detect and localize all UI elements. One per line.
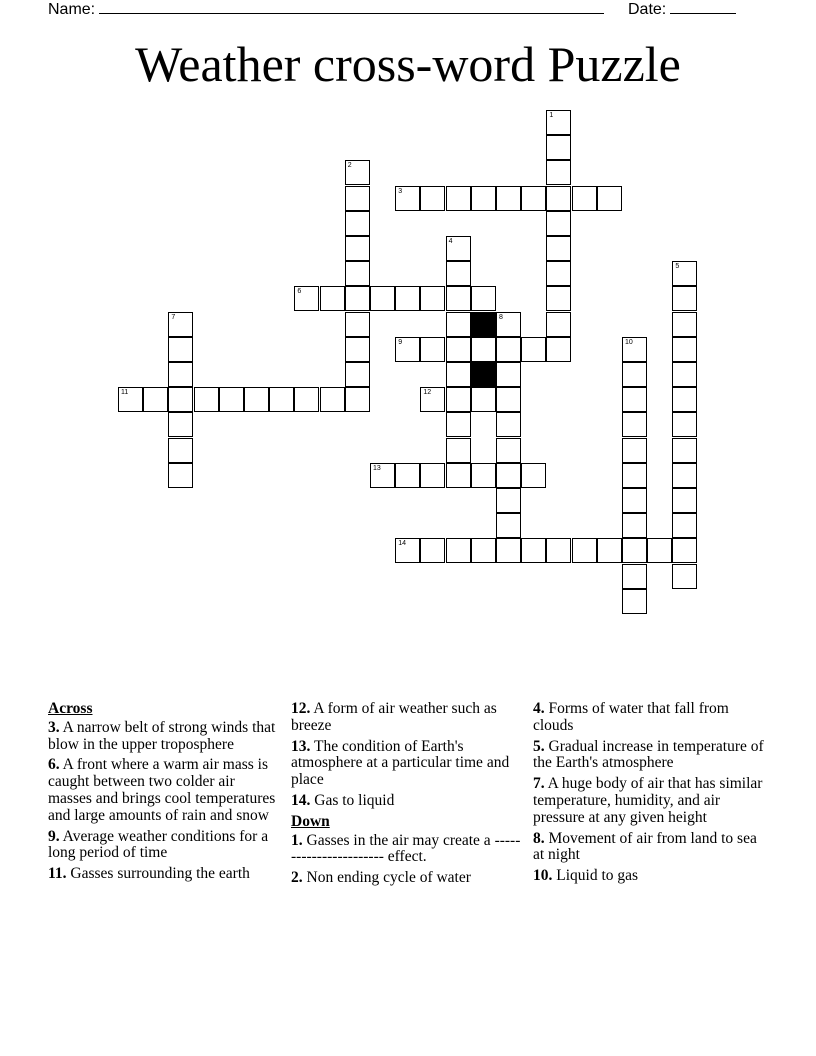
clue-down-2 xyxy=(291,870,523,887)
grid-cell[interactable] xyxy=(446,438,471,463)
clue-number: 10. xyxy=(533,867,553,885)
grid-cell[interactable] xyxy=(546,312,571,337)
clue-number-label: 8 xyxy=(499,313,503,321)
grid-cell[interactable] xyxy=(496,513,521,538)
grid-cell[interactable] xyxy=(521,186,546,211)
clue-down-1 xyxy=(291,833,523,867)
name-label: Name: xyxy=(48,1,96,18)
grid-cell[interactable] xyxy=(597,538,622,563)
grid-cell[interactable] xyxy=(672,538,697,563)
grid-cell[interactable] xyxy=(647,538,672,563)
clue-down-8 xyxy=(533,831,765,865)
clue-across-9 xyxy=(48,829,280,863)
grid-cell[interactable] xyxy=(168,438,193,463)
grid-cell[interactable] xyxy=(546,261,571,286)
clue-number: 6. xyxy=(48,756,60,774)
grid-cell[interactable] xyxy=(168,362,193,387)
grid-cell[interactable] xyxy=(345,312,370,337)
clue-number-label: 9 xyxy=(398,338,403,346)
grid-cell[interactable] xyxy=(622,438,647,463)
grid-cell[interactable] xyxy=(446,236,471,261)
clue-across-12 xyxy=(291,701,523,735)
grid-cell[interactable] xyxy=(446,387,471,412)
clue-number-label: 5 xyxy=(675,263,680,271)
grid-cell[interactable] xyxy=(496,438,521,463)
grid-cell[interactable] xyxy=(420,286,445,311)
grid-cell[interactable] xyxy=(168,412,193,437)
grid-cell[interactable] xyxy=(345,337,370,362)
grid-cell[interactable] xyxy=(622,387,647,412)
clue-text: The condition of Earth's atmosphere at a particular time and place xyxy=(291,737,510,789)
clue-number-label: 4 xyxy=(448,238,453,245)
clues-column-1 xyxy=(48,701,280,887)
grid-cell[interactable] xyxy=(471,463,496,488)
clue-number-label: 3 xyxy=(398,187,403,195)
grid-cell[interactable] xyxy=(521,337,546,362)
clue-number: 4. xyxy=(533,700,545,717)
clue-text: Gasses surrounding the earth xyxy=(70,865,250,883)
grid-cell[interactable] xyxy=(471,186,496,211)
grid-cell[interactable] xyxy=(672,362,697,387)
grid-cell[interactable] xyxy=(420,387,445,412)
clue-across-11 xyxy=(48,866,280,883)
clues-column-3 xyxy=(533,701,765,889)
grid-cell[interactable] xyxy=(420,538,445,563)
clue-number-label: 10 xyxy=(625,338,633,346)
grid-cell[interactable] xyxy=(446,463,471,488)
grid-cell[interactable] xyxy=(496,538,521,563)
grid-cell[interactable] xyxy=(168,463,193,488)
grid-cell[interactable] xyxy=(622,362,647,387)
grid-cell[interactable] xyxy=(446,312,471,337)
clue-number: 9. xyxy=(48,827,60,845)
grid-cell[interactable] xyxy=(672,337,697,362)
across-heading: Across xyxy=(48,700,93,717)
grid-cell[interactable] xyxy=(345,160,370,185)
grid-cell[interactable] xyxy=(219,387,244,412)
grid-cell[interactable] xyxy=(622,589,647,614)
grid-cell[interactable] xyxy=(395,286,420,311)
clue-text: A huge body of air that has similar temperature, humidity, and air pressure at any given height xyxy=(533,775,763,826)
grid-cell[interactable] xyxy=(622,513,647,538)
clue-text: Forms of water that fall from clouds xyxy=(533,700,729,734)
clues-column-2 xyxy=(291,701,523,891)
grid-cell[interactable] xyxy=(345,186,370,211)
clue-number: 13. xyxy=(291,737,311,755)
grid-cell[interactable] xyxy=(194,387,219,412)
down-heading: Down xyxy=(291,812,330,830)
clue-across-3 xyxy=(48,720,280,754)
grid-cell[interactable] xyxy=(496,488,521,513)
clue-across-6 xyxy=(48,757,280,824)
grid-cell[interactable] xyxy=(446,337,471,362)
grid-cell[interactable] xyxy=(446,261,471,286)
grid-cell[interactable] xyxy=(546,286,571,311)
clue-number: 14. xyxy=(291,791,311,809)
clue-number-label: 1 xyxy=(549,112,554,119)
clue-number-label: 6 xyxy=(297,288,302,296)
grid-cell[interactable] xyxy=(546,236,571,261)
grid-cell[interactable] xyxy=(672,463,697,488)
clue-down-4 xyxy=(533,701,765,735)
clue-number: 5. xyxy=(533,737,545,755)
grid-cell[interactable] xyxy=(294,387,319,412)
grid-cell[interactable] xyxy=(496,463,521,488)
grid-cell[interactable] xyxy=(269,387,294,412)
grid-cell[interactable] xyxy=(597,186,622,211)
grid-cell[interactable] xyxy=(496,337,521,362)
grid-cell[interactable] xyxy=(345,236,370,261)
clue-number: 7. xyxy=(533,775,545,793)
grid-cell[interactable] xyxy=(672,564,697,589)
page-title: Weather cross-word Puzzle xyxy=(135,36,681,92)
grid-cell[interactable] xyxy=(446,286,471,311)
grid-cell[interactable] xyxy=(471,286,496,311)
grid-cell[interactable] xyxy=(672,312,697,337)
grid-cell[interactable] xyxy=(672,488,697,513)
grid-cell[interactable] xyxy=(672,438,697,463)
grid-cell[interactable] xyxy=(546,110,571,135)
grid-cell[interactable] xyxy=(420,337,445,362)
clue-number: 1. xyxy=(291,831,303,849)
grid-cell[interactable] xyxy=(496,312,521,337)
grid-cell[interactable] xyxy=(521,538,546,563)
grid-cell[interactable] xyxy=(496,362,521,387)
grid-cell[interactable] xyxy=(370,463,395,488)
grid-cell[interactable] xyxy=(168,312,193,337)
grid-cell[interactable] xyxy=(546,160,571,185)
grid-cell[interactable] xyxy=(672,261,697,286)
grid-cell[interactable] xyxy=(622,564,647,589)
clue-text: Movement of air from land to sea at night xyxy=(533,829,757,864)
grid-cell[interactable] xyxy=(320,286,345,311)
clue-text: Average weather conditions for a long period of time xyxy=(48,827,269,862)
grid-cell[interactable] xyxy=(471,337,496,362)
clue-down-7 xyxy=(533,776,765,826)
clue-number-label: 2 xyxy=(347,162,352,170)
grid-cell[interactable] xyxy=(345,387,370,412)
grid-cell[interactable] xyxy=(672,412,697,437)
grid-cell[interactable] xyxy=(546,135,571,160)
grid-cell[interactable] xyxy=(244,387,269,412)
grid-cell[interactable] xyxy=(345,286,370,311)
clue-number: 12. xyxy=(291,700,311,717)
clue-number: 3. xyxy=(48,718,60,736)
grid-cell[interactable] xyxy=(370,286,395,311)
grid-cell[interactable] xyxy=(521,463,546,488)
clue-number-label: 12 xyxy=(423,389,432,397)
grid-cell[interactable] xyxy=(395,186,420,211)
black-square xyxy=(471,362,496,387)
grid-cell[interactable] xyxy=(345,211,370,236)
black-square xyxy=(471,312,496,337)
clue-text: Non ending cycle of water xyxy=(306,869,471,887)
clue-number-label: 11 xyxy=(121,389,129,397)
grid-cell[interactable] xyxy=(420,463,445,488)
grid-cell[interactable] xyxy=(446,186,471,211)
grid-cell[interactable] xyxy=(420,186,445,211)
clue-number: 2. xyxy=(291,869,303,887)
grid-cell[interactable] xyxy=(143,387,168,412)
grid-cell[interactable] xyxy=(446,362,471,387)
clue-down-10 xyxy=(533,868,765,885)
clue-text: A narrow belt of strong winds that blow in the upper troposphere xyxy=(48,718,276,753)
grid-cell[interactable] xyxy=(496,186,521,211)
grid-cell[interactable] xyxy=(471,538,496,563)
clue-text: Gradual increase in temperature of the Earth's atmosphere xyxy=(533,737,764,772)
grid-cell[interactable] xyxy=(622,412,647,437)
grid-cell[interactable] xyxy=(320,387,345,412)
grid-cell[interactable] xyxy=(168,387,193,412)
grid-cell[interactable] xyxy=(446,412,471,437)
grid-cell[interactable] xyxy=(622,488,647,513)
grid-cell[interactable] xyxy=(496,412,521,437)
grid-cell[interactable] xyxy=(345,261,370,286)
date-label: Date: xyxy=(628,1,667,18)
grid-cell[interactable] xyxy=(572,538,597,563)
grid-cell[interactable] xyxy=(672,387,697,412)
grid-cell[interactable] xyxy=(546,186,571,211)
grid-cell[interactable] xyxy=(546,337,571,362)
grid-cell[interactable] xyxy=(496,387,521,412)
grid-cell[interactable] xyxy=(118,387,143,412)
grid-cell[interactable] xyxy=(546,211,571,236)
grid-cell[interactable] xyxy=(345,362,370,387)
grid-cell[interactable] xyxy=(622,337,647,362)
clue-text: Gas to liquid xyxy=(314,791,395,809)
grid-cell[interactable] xyxy=(395,538,420,563)
clue-number-label: 14 xyxy=(398,540,406,548)
grid-cell[interactable] xyxy=(294,286,319,311)
clue-number-label: 7 xyxy=(171,313,176,321)
clue-number: 8. xyxy=(533,829,545,847)
grid-cell[interactable] xyxy=(622,538,647,563)
grid-cell[interactable] xyxy=(395,463,420,488)
clue-across-14 xyxy=(291,793,523,810)
grid-cell[interactable] xyxy=(572,186,597,211)
grid-cell[interactable] xyxy=(622,463,647,488)
clue-text: Liquid to gas xyxy=(556,867,639,885)
grid-cell[interactable] xyxy=(672,286,697,311)
clue-number: 11. xyxy=(48,865,67,883)
clue-text: A form of air weather such as breeze xyxy=(291,700,497,734)
grid-cell[interactable] xyxy=(446,538,471,563)
clue-number-label: 13 xyxy=(373,464,381,472)
clue-text: A front where a warm air mass is caught between two colder air masses and brings cool temperatures and large amounts of rain and snow xyxy=(48,756,276,824)
grid-cell[interactable] xyxy=(471,387,496,412)
clue-across-13 xyxy=(291,739,523,789)
clue-down-5 xyxy=(533,739,765,773)
grid-cell[interactable] xyxy=(546,538,571,563)
grid-cell[interactable] xyxy=(395,337,420,362)
grid-cell[interactable] xyxy=(672,513,697,538)
grid-cell[interactable] xyxy=(168,337,193,362)
clue-text: Gasses in the air may create a ----------------------- effect. xyxy=(291,831,521,866)
